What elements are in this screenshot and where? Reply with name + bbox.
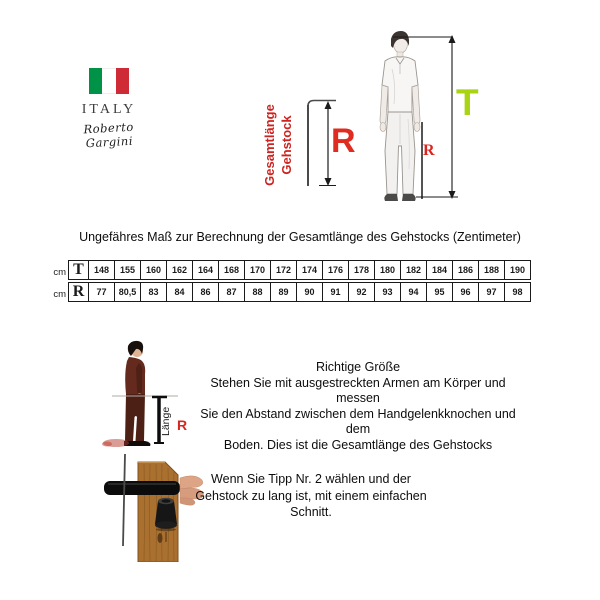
size-value-cell: 168	[219, 261, 245, 282]
chart-heading: Ungefähres Maß zur Berechnung der Gesamtlänge des Gehstocks (Zentimeter)	[79, 230, 521, 244]
row-key-T: T	[69, 261, 89, 282]
size-value-cell: 182	[401, 261, 427, 282]
measure-letter: R	[177, 417, 188, 433]
size-value-cell: 155	[115, 261, 141, 282]
measuring-tip-text: Richtige Größe Stehen Sie mit ausgestreckten Armen am Körper und messen Sie den Abstand zwischen dem Handgelenkknochen und dem Boden. Dies ist die Gesamtlänge des Gehstocks	[190, 360, 526, 453]
size-table-row	[69, 261, 531, 282]
size-value-cell: 77	[89, 281, 115, 302]
size-value-cell: 160	[141, 261, 167, 282]
size-value-cell: 176	[323, 261, 349, 282]
size-value-cell: 90	[297, 281, 323, 302]
size-value-cell: 98	[505, 281, 531, 302]
size-table	[68, 260, 531, 302]
size-value-cell: 95	[427, 281, 453, 302]
size-table-section	[46, 260, 531, 306]
size-value-cell: 92	[349, 281, 375, 302]
height-letter: T	[456, 82, 479, 123]
cutting-tip-text: Wenn Sie Tipp Nr. 2 wählen und der Gehstock zu lang ist, mit einem einfachen Schnitt.	[195, 472, 427, 519]
row-key-R: R	[69, 281, 89, 302]
size-value-cell: 178	[349, 261, 375, 282]
size-value-cell: 93	[375, 281, 401, 302]
italy-flag-icon	[89, 68, 129, 94]
size-table-row	[69, 281, 531, 302]
reach-letter: R	[423, 142, 435, 159]
cutting-illustration	[98, 450, 210, 562]
brand-signature: Roberto Gargini	[83, 119, 135, 151]
size-value-cell: 170	[245, 261, 271, 282]
size-value-cell: 91	[323, 281, 349, 302]
size-value-cell: 174	[297, 261, 323, 282]
size-value-cell: 83	[141, 281, 167, 302]
stick-length-label: Gesamtlänge Gehstock	[262, 104, 294, 186]
size-value-cell: 188	[479, 261, 505, 282]
size-value-cell: 164	[193, 261, 219, 282]
unit-column	[46, 260, 66, 306]
size-value-cell: 84	[167, 281, 193, 302]
size-value-cell: 94	[401, 281, 427, 302]
size-value-cell: 162	[167, 261, 193, 282]
size-value-cell: 96	[453, 281, 479, 302]
stick-measure-letter: R	[331, 122, 356, 160]
tip-title: Richtige Größe	[315, 360, 401, 374]
length-label: Länge	[160, 406, 172, 436]
size-value-cell: 86	[193, 281, 219, 302]
unit-label: cm	[53, 267, 66, 278]
country-label: ITALY	[81, 102, 137, 117]
size-value-cell: 190	[505, 261, 531, 282]
brand-block	[64, 68, 154, 149]
size-value-cell: 88	[245, 281, 271, 302]
size-value-cell: 148	[89, 261, 115, 282]
size-value-cell: 87	[219, 281, 245, 302]
unit-label: cm	[53, 289, 66, 300]
size-value-cell: 80,5	[115, 281, 141, 302]
size-value-cell: 180	[375, 261, 401, 282]
size-value-cell: 184	[427, 261, 453, 282]
size-value-cell: 89	[271, 281, 297, 302]
size-value-cell: 97	[479, 281, 505, 302]
size-value-cell: 186	[453, 261, 479, 282]
size-value-cell: 172	[271, 261, 297, 282]
